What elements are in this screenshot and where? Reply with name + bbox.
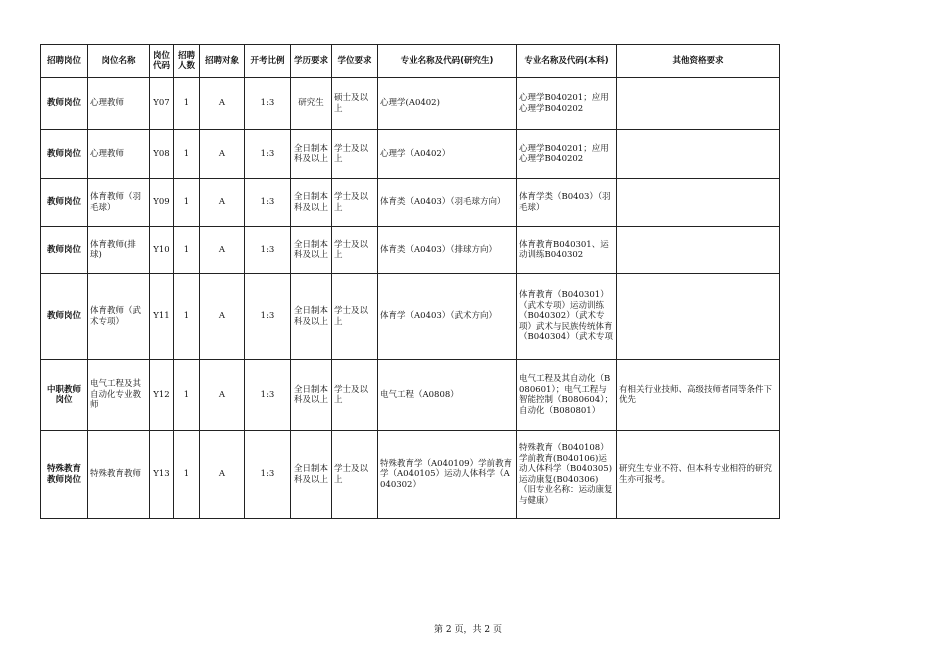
row-position-code: Y11 — [150, 274, 174, 360]
row-ratio: 1:3 — [245, 227, 291, 274]
row-target: A — [200, 179, 245, 227]
row-position-name: 体育教师（羽毛球） — [88, 179, 150, 227]
header-name: 岗位名称 — [88, 45, 150, 78]
header-edu: 学历要求 — [291, 45, 332, 78]
row-education: 研究生 — [291, 78, 332, 130]
row-education: 全日制本科及以上 — [291, 130, 332, 179]
row-count: 1 — [174, 130, 200, 179]
page-footer: 第 2 页，共 2 页 — [434, 625, 502, 635]
row-count: 1 — [174, 431, 200, 519]
row-grad-major: 心理学（A0402） — [378, 130, 517, 179]
row-education: 全日制本科及以上 — [291, 360, 332, 431]
row-ug-major: 体育学类（B0403）（羽毛球） — [517, 179, 617, 227]
row-count: 1 — [174, 360, 200, 431]
row-degree: 学士及以上 — [332, 360, 378, 431]
row-ug-major: 心理学B040201；应用心理学B040202 — [517, 78, 617, 130]
row-position-name: 体育教师（武术专项） — [88, 274, 150, 360]
row-grad-major: 体育类（A0403）（排球方向） — [378, 227, 517, 274]
row-degree: 学士及以上 — [332, 431, 378, 519]
row-target: A — [200, 431, 245, 519]
table-row — [41, 78, 780, 130]
row-other-requirements: 研究生专业不符、但本科专业相符的研究生亦可报考。 — [617, 431, 780, 519]
row-position-code: Y10 — [150, 227, 174, 274]
header-other: 其他资格要求 — [617, 45, 780, 78]
row-grad-major: 体育学（A0403）（武术方向） — [378, 274, 517, 360]
row-position-code: Y13 — [150, 431, 174, 519]
row-ug-major: 心理学B040201；应用心理学B040202 — [517, 130, 617, 179]
row-category: 特殊教育教师岗位 — [41, 431, 88, 519]
row-ug-major: 电气工程及其自动化（B080601）；电气工程与智能控制（B080604）；自动化（B080801） — [517, 360, 617, 431]
row-position-name: 体育教师(排球) — [88, 227, 150, 274]
row-target: A — [200, 78, 245, 130]
row-count: 1 — [174, 227, 200, 274]
row-category: 中职教师岗位 — [41, 360, 88, 431]
row-other-requirements — [617, 274, 780, 360]
table-row — [41, 360, 780, 431]
header-code: 岗位代码 — [150, 45, 174, 78]
row-ratio: 1:3 — [245, 360, 291, 431]
row-target: A — [200, 360, 245, 431]
row-category: 教师岗位 — [41, 274, 88, 360]
header-degree: 学位要求 — [332, 45, 378, 78]
table-row — [41, 227, 780, 274]
row-grad-major: 特殊教育学（A040109）学前教育学（A040105）运动人体科学（A040302） — [378, 431, 517, 519]
table-row — [41, 431, 780, 519]
row-grad-major: 体育类（A0403）（羽毛球方向） — [378, 179, 517, 227]
row-education: 全日制本科及以上 — [291, 179, 332, 227]
row-ug-major: 特殊教育（B040108）学前教育(B040106)运动人体科学（B040305)运动康复(B040306)（旧专业名称：运动康复与健康） — [517, 431, 617, 519]
header-count: 招聘人数 — [174, 45, 200, 78]
row-ratio: 1:3 — [245, 274, 291, 360]
row-degree: 学士及以上 — [332, 227, 378, 274]
row-position-code: Y07 — [150, 78, 174, 130]
row-count: 1 — [174, 274, 200, 360]
table-row — [41, 179, 780, 227]
row-other-requirements — [617, 78, 780, 130]
row-count: 1 — [174, 78, 200, 130]
row-grad-major: 电气工程（A0808） — [378, 360, 517, 431]
row-education: 全日制本科及以上 — [291, 274, 332, 360]
table-row — [41, 274, 780, 360]
row-ratio: 1:3 — [245, 78, 291, 130]
row-education: 全日制本科及以上 — [291, 227, 332, 274]
row-target: A — [200, 227, 245, 274]
row-other-requirements — [617, 227, 780, 274]
row-position-code: Y09 — [150, 179, 174, 227]
row-count: 1 — [174, 179, 200, 227]
row-ratio: 1:3 — [245, 431, 291, 519]
header-row — [41, 45, 780, 78]
row-ug-major: 体育教育B040301、运动训练B040302 — [517, 227, 617, 274]
row-position-code: Y12 — [150, 360, 174, 431]
row-target: A — [200, 130, 245, 179]
row-ratio: 1:3 — [245, 130, 291, 179]
row-category: 教师岗位 — [41, 78, 88, 130]
row-ratio: 1:3 — [245, 179, 291, 227]
header-ratio: 开考比例 — [245, 45, 291, 78]
row-category: 教师岗位 — [41, 179, 88, 227]
row-grad-major: 心理学(A0402) — [378, 78, 517, 130]
row-position-name: 电气工程及其自动化专业教师 — [88, 360, 150, 431]
row-degree: 学士及以上 — [332, 179, 378, 227]
header-ug-major: 专业名称及代码(本科) — [517, 45, 617, 78]
row-other-requirements: 有相关行业技师、高级技师者同等条件下优先 — [617, 360, 780, 431]
row-other-requirements — [617, 130, 780, 179]
row-education: 全日制本科及以上 — [291, 431, 332, 519]
row-position-name: 心理教师 — [88, 130, 150, 179]
row-other-requirements — [617, 179, 780, 227]
row-position-code: Y08 — [150, 130, 174, 179]
header-category: 招聘岗位 — [41, 45, 88, 78]
recruitment-table — [40, 44, 780, 519]
row-degree: 硕士及以上 — [332, 78, 378, 130]
row-category: 教师岗位 — [41, 227, 88, 274]
row-position-name: 心理教师 — [88, 78, 150, 130]
table-row — [41, 130, 780, 179]
row-ug-major: 体育教育（B040301）（武术专项）运动训练（B040302）（武术专项）武术与民族传统体育（B040304）（武术专项 — [517, 274, 617, 360]
header-target: 招聘对象 — [200, 45, 245, 78]
header-grad-major: 专业名称及代码(研究生) — [378, 45, 517, 78]
row-degree: 学士及以上 — [332, 130, 378, 179]
row-target: A — [200, 274, 245, 360]
row-category: 教师岗位 — [41, 130, 88, 179]
row-position-name: 特殊教育教师 — [88, 431, 150, 519]
row-degree: 学士及以上 — [332, 274, 378, 360]
